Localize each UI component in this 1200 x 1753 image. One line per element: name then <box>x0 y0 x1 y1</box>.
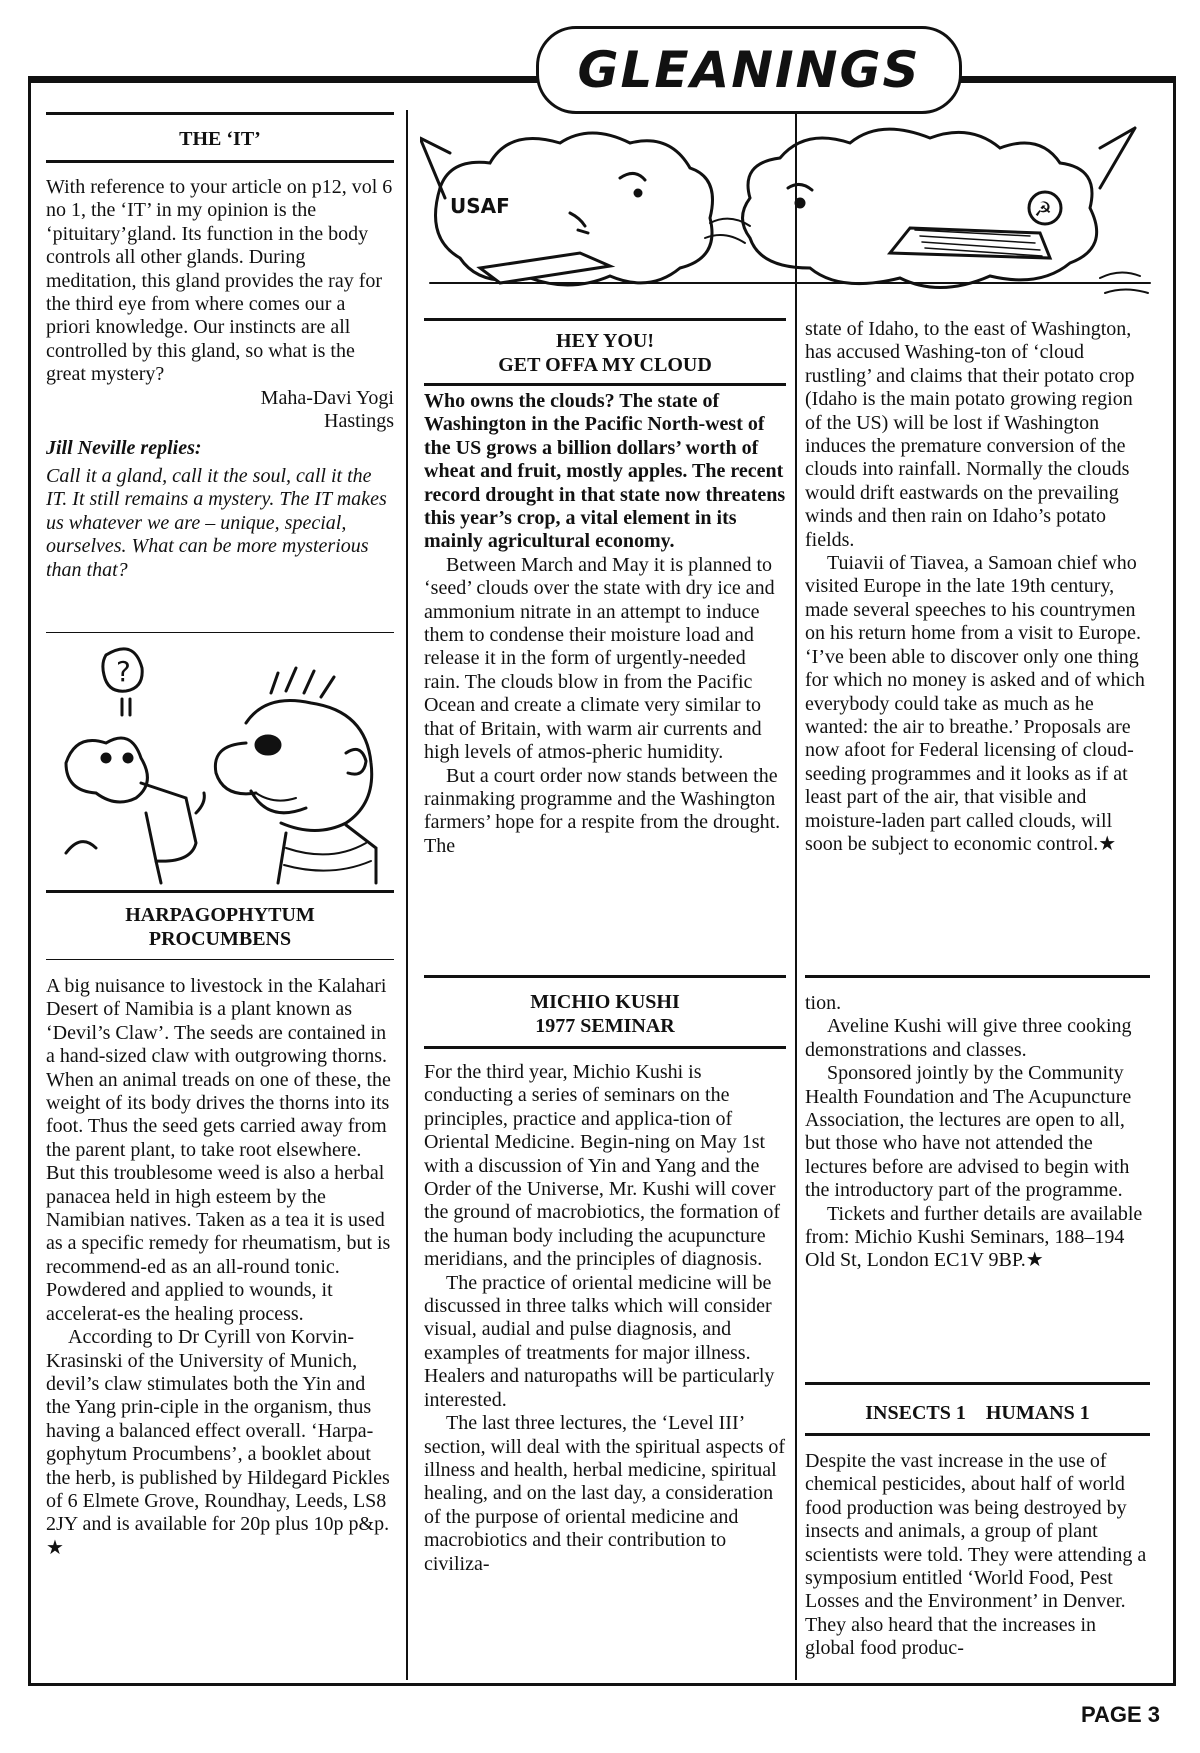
rule <box>46 160 394 163</box>
masthead-title: GLEANINGS <box>577 41 921 99</box>
rule <box>46 959 394 960</box>
it-reply: Call it a gland, call it the soul, call it the IT. It still remains a mystery. The IT makes us whatever we are – unique, special, ourselves. What can be more mysterious than that? <box>46 464 387 581</box>
hammer-sickle-label: ☭ <box>1034 197 1052 221</box>
cloud-p5: Tuiavii of Tiavea, a Samoan chief who visited Europe in the late 19th century, made several speeches to his countrymen on his return home from a visit to Europe. ‘I’ve been able to discover only one thing for which no money is asked and of which everybody could take as much as he wanted: the air to breathe.’ Proposals are now afoot for Federal licensing of cloud-seeding programmes and it looks as if at least part of the air, that visible and moisture-laden part called clouds, will soon be subject to economic control.★ <box>805 552 1145 855</box>
insects-article <box>805 1382 1150 1661</box>
kushi-p2: The practice of oriental medicine will be discussed in three talks which will consider visual, audial and pulse diagnosis, and examples of treatments for major illness. Healers and naturopaths will be particularly interested. <box>424 1271 775 1411</box>
faces-illustration <box>46 633 394 888</box>
it-signature-name: Maha-Davi Yogi <box>260 386 394 409</box>
harpago-article <box>46 890 394 1560</box>
rule <box>805 975 1150 978</box>
kushi-article <box>424 975 786 1576</box>
harpago-p2: According to Dr Cyrill von Korvin-Krasinski of the University of Munich, devil’s claw stimulates both the Yin and the Yang prin-ciple in the organism, thus having a balanced effect overall. ‘Harpa-gophytum Procumbens’, a booklet about the herb, is published by Hildegard Pickles of 6 Elmete Grove, Roundhay, Leeds, LS8 2JY and is available for 20p plus 10p p&p. ★ <box>46 1326 390 1559</box>
it-article <box>46 112 394 582</box>
kushi-title-line2: 1977 SEMINAR <box>535 1015 675 1037</box>
kushi-p3: The last three lectures, the ‘Level III’ section, will deal with the spiritual aspects of illness and health, herbal medicine, spiritual healing, and on the last day, a consideration of the purpose of oriental medicine and macrobiotics and their contribution to civiliza- <box>424 1412 786 1575</box>
rule <box>424 1046 786 1049</box>
cloud-p4: state of Idaho, to the east of Washington, has accused Washing-ton of ‘cloud rustling’ and claims that their potato crop (Idaho is the main potato growing region of the US) will be lost if Washington induces the premature conversion of the clouds into rainfall. Normally the clouds would drift eastwards on the prevailing winds and then rain on Idaho’s potato fields. <box>805 318 1135 551</box>
cloud-p3: But a court order now stands between the rainmaking programme and the Washington farmers’ hope for a respite from the drought. The <box>424 764 781 857</box>
cloud-p2: Between March and May it is planned to ‘seed’ clouds over the state with dry ice and ammonium nitrate in an attempt to induce them to condense their moisture load and release it in the form of urgently-needed rain. The clouds blow in from the Pacific Ocean and create a climate very similar to that of Britain, with warm air currents and high levels of atmos-pheric humidity. <box>424 553 775 764</box>
cloud-lead: Who owns the clouds? The state of Washington in the Pacific North-west of the US grows a billion dollars’ worth of wheat and fruit, mostly apples. The recent record drought in that state now threatens this year’s crop, a vital element in its mainly agricultural economy. <box>424 390 786 553</box>
cloud-title-line1: HEY YOU! <box>556 330 654 352</box>
it-body: With reference to your article on p12, vol 6 no 1, the ‘IT’ in my opinion is the ‘pituitary’gland. Its function in the body controls all other glands. During meditation, this gland provides the ray for the third eye from where comes our a priori knowledge. Our instincts are all controlled by this gland, so what is the great mystery? <box>46 176 393 386</box>
harpago-title-line1: HARPAGOPHYTUM <box>125 904 315 926</box>
kushi-article-continued <box>805 975 1150 1273</box>
kushi-p1: For the third year, Michio Kushi is conducting a series of seminars on the principles, practice and applica-tion of Oriental Medicine. Begin-ning on May 1st with a discussion of Yin and Yang and the Order of the Universe, Mr. Kushi will cover the ground of macrobiotics, the formation of the human body including the acupuncture meridians, and the principles of diagnosis. <box>424 1061 781 1271</box>
cloud-article <box>424 318 786 858</box>
kushi-p6: Sponsored jointly by the Community Health Foundation and The Acupuncture Association, the lectures are open to all, but those who have not attended the lectures before are advised to begin with the introductory part of the programme. <box>805 1062 1132 1202</box>
kushi-p7: Tickets and further details are available from: Michio Kushi Seminars, 188–194 Old St, London EC1V 9BP.★ <box>805 1202 1143 1272</box>
faces-cartoon <box>46 632 394 893</box>
kushi-p4: tion. <box>805 992 842 1014</box>
page-number: PAGE 3 <box>1080 1702 1160 1727</box>
column-divider <box>795 110 797 1680</box>
it-signature-place: Hastings <box>324 410 394 433</box>
rule <box>805 1433 1150 1436</box>
masthead-banner <box>536 26 962 114</box>
svg-text:?: ? <box>116 655 131 688</box>
insects-p1: Despite the vast increase in the use of chemical pesticides, about half of world food production was being destroyed by insects and animals, a group of plant scientists were told. They were attending a symposium entitled ‘World Food, Pest Losses and the Environment’ in Denver. They also heard that the increases in global food produc- <box>805 1450 1147 1660</box>
column-divider <box>406 110 408 1680</box>
it-reply-label: Jill Neville replies: <box>46 437 202 460</box>
kushi-p5: Aveline Kushi will give three cooking demonstrations and classes. <box>805 1015 1132 1061</box>
cloud-cartoon <box>420 118 1160 313</box>
cloud-article-continued <box>805 318 1150 856</box>
rule <box>424 383 786 386</box>
insects-title: INSECTS 1 HUMANS 1 <box>865 1402 1090 1424</box>
usaf-label: USAF <box>450 194 510 218</box>
harpago-p1: A big nuisance to livestock in the Kalahari Desert of Namibia is a plant known as ‘Devil’s Claw’. The seeds are contained in a hand-sized claw with outgrowing thorns. When an animal treads on one of these, the weight of its body drives the thorns into its foot. Thus the seed gets carried away from the parent plant, to take root elsewhere. But this troublesome weed is also a herbal panacea held in high esteem by the Namibian natives. Taken as a tea it is used as a specific remedy for rheumatism, but is recommend-ed as an all-round tonic. Powdered and applied to wounds, it accelerat-es the healing process. <box>46 975 391 1325</box>
it-title: THE ‘IT’ <box>179 128 261 150</box>
harpago-title-line2: PROCUMBENS <box>148 928 292 950</box>
kushi-title-line1: MICHIO KUSHI <box>530 991 680 1013</box>
cloud-title-line2: GET OFFA MY CLOUD <box>498 354 712 376</box>
